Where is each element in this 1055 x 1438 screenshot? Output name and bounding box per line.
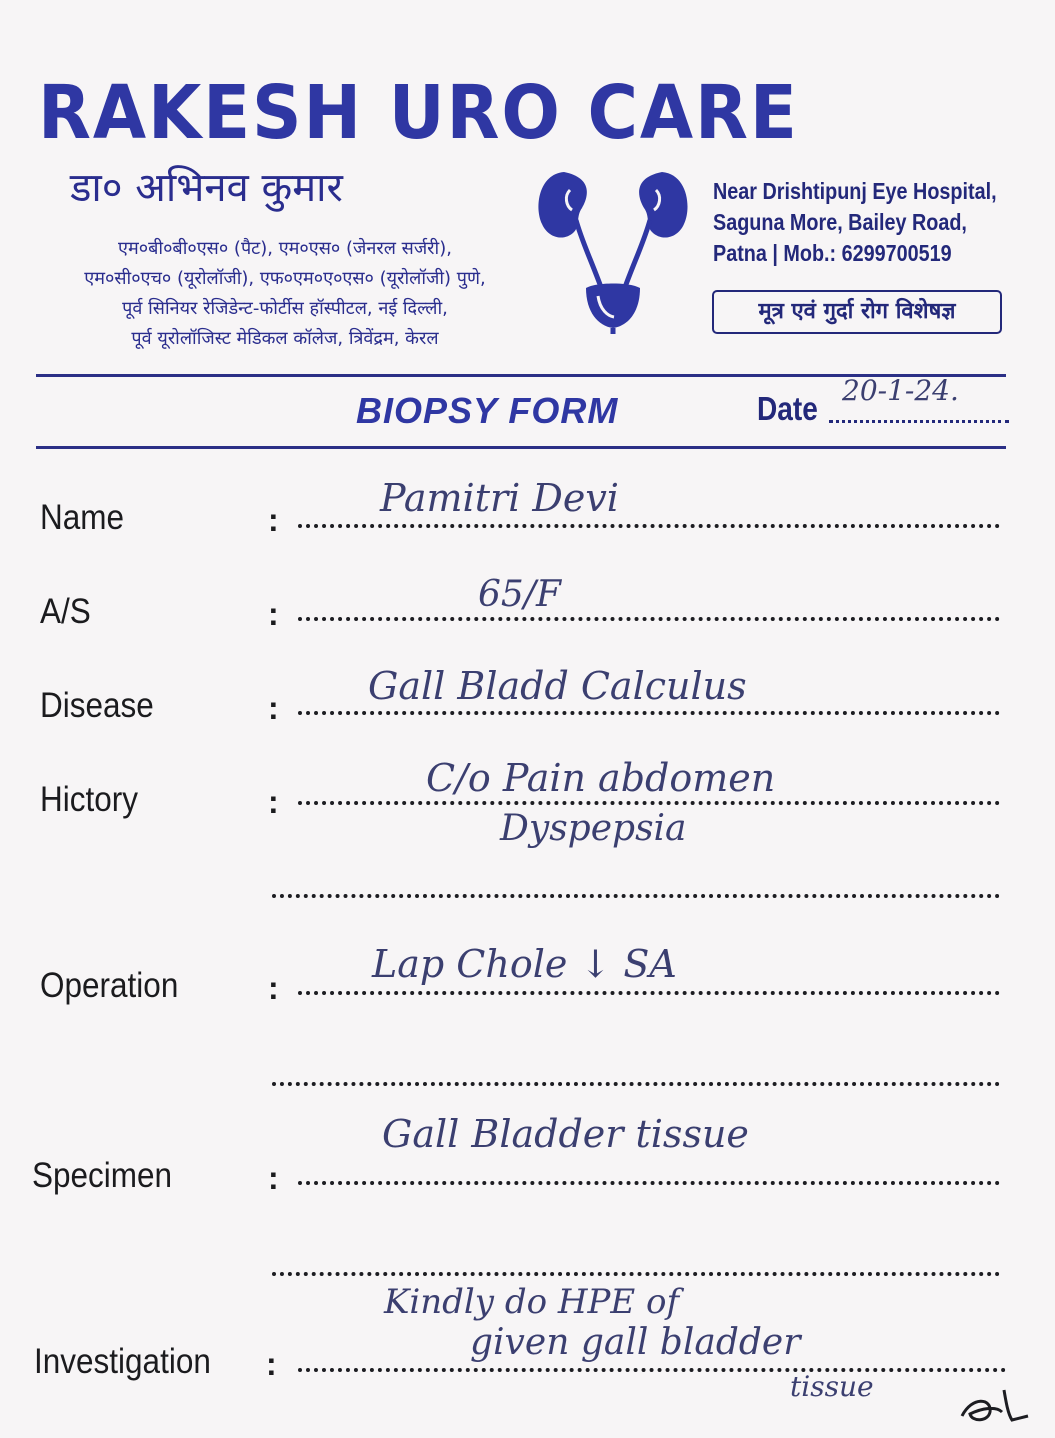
operation-dotted-line-2: [272, 1082, 1000, 1086]
age-sex-label: A/S: [40, 592, 91, 631]
history-dotted-line: [298, 801, 1000, 805]
history-label: Hictory: [40, 780, 139, 819]
date-dotted-line: [829, 420, 1009, 423]
clinic-address: [713, 176, 997, 269]
qualification-line: एम०सी०एच० (यूरोलॉजी), एफ०एम०ए०एस० (यूरोलॉजी) पुणे,: [84, 268, 486, 289]
age-sex-colon: :: [268, 596, 279, 632]
investigation-value-line3: tissue: [790, 1370, 874, 1403]
specimen-value: Gall Bladder tissue: [382, 1112, 749, 1156]
disease-dotted-line: [298, 711, 1000, 715]
specimen-colon: :: [268, 1160, 279, 1196]
disease-value: Gall Bladd Calculus: [368, 664, 747, 708]
specimen-dotted-line: [298, 1181, 1000, 1185]
specialist-badge: मूत्र एवं गुर्दा रोग विशेषज्ञ: [712, 290, 1002, 334]
qualification-line: पूर्व यूरोलॉजिस्ट मेडिकल कॉलेज, त्रिवेंद्रम, केरल: [131, 328, 439, 349]
date-label: Date: [757, 390, 818, 427]
operation-dotted-line: [298, 991, 1000, 995]
investigation-dotted-line: [298, 1368, 1006, 1372]
age-sex-value: 65/F: [478, 574, 561, 615]
investigation-value-line1: Kindly do HPE of: [384, 1282, 680, 1322]
address-line: Near Drishtipunj Eye Hospital,: [713, 178, 997, 204]
kidney-urinary-tract-icon: [534, 162, 694, 337]
disease-colon: :: [268, 690, 279, 726]
history-dotted-line-2: [272, 894, 1000, 898]
address-line: Saguna More, Bailey Road,: [713, 209, 967, 235]
doctor-name: डा० अभिनव कुमार: [70, 165, 343, 211]
name-value: Pamitri Devi: [380, 476, 619, 520]
address-line: Patna | Mob.: 6299700519: [713, 240, 952, 266]
date-value: 20-1-24.: [842, 374, 959, 407]
name-dotted-line: [298, 524, 1000, 528]
operation-label: Operation: [40, 966, 179, 1005]
investigation-value-line2: given gall bladder: [470, 1322, 801, 1363]
doctor-signature: [952, 1386, 1032, 1426]
history-value-line2: Dyspepsia: [500, 808, 687, 849]
name-label: Name: [40, 498, 125, 537]
specimen-dotted-line-2: [272, 1272, 1000, 1276]
qualification-line: पूर्व सिनियर रेजिडेन्ट-फोर्टीस हॉस्पीटल, नई दिल्ली,: [122, 298, 448, 319]
doctor-qualifications: [30, 234, 540, 354]
operation-colon: :: [268, 970, 279, 1006]
name-colon: :: [268, 502, 279, 538]
clinic-title: RAKESH URO CARE: [38, 70, 799, 156]
disease-label: Disease: [40, 686, 154, 725]
investigation-label: Investigation: [34, 1342, 211, 1381]
form-title: BIOPSY FORM: [356, 390, 619, 431]
history-value-line1: C/o Pain abdomen: [426, 756, 776, 800]
history-colon: :: [268, 784, 279, 820]
title-divider: [36, 446, 1006, 449]
qualification-line: एम०बी०बी०एस० (पैट), एम०एस० (जेनरल सर्जरी),: [118, 238, 452, 259]
investigation-colon: :: [266, 1346, 277, 1382]
age-sex-dotted-line: [298, 617, 1000, 621]
operation-value: Lap Chole ↓ SA: [372, 942, 677, 986]
specimen-label: Specimen: [32, 1156, 173, 1195]
